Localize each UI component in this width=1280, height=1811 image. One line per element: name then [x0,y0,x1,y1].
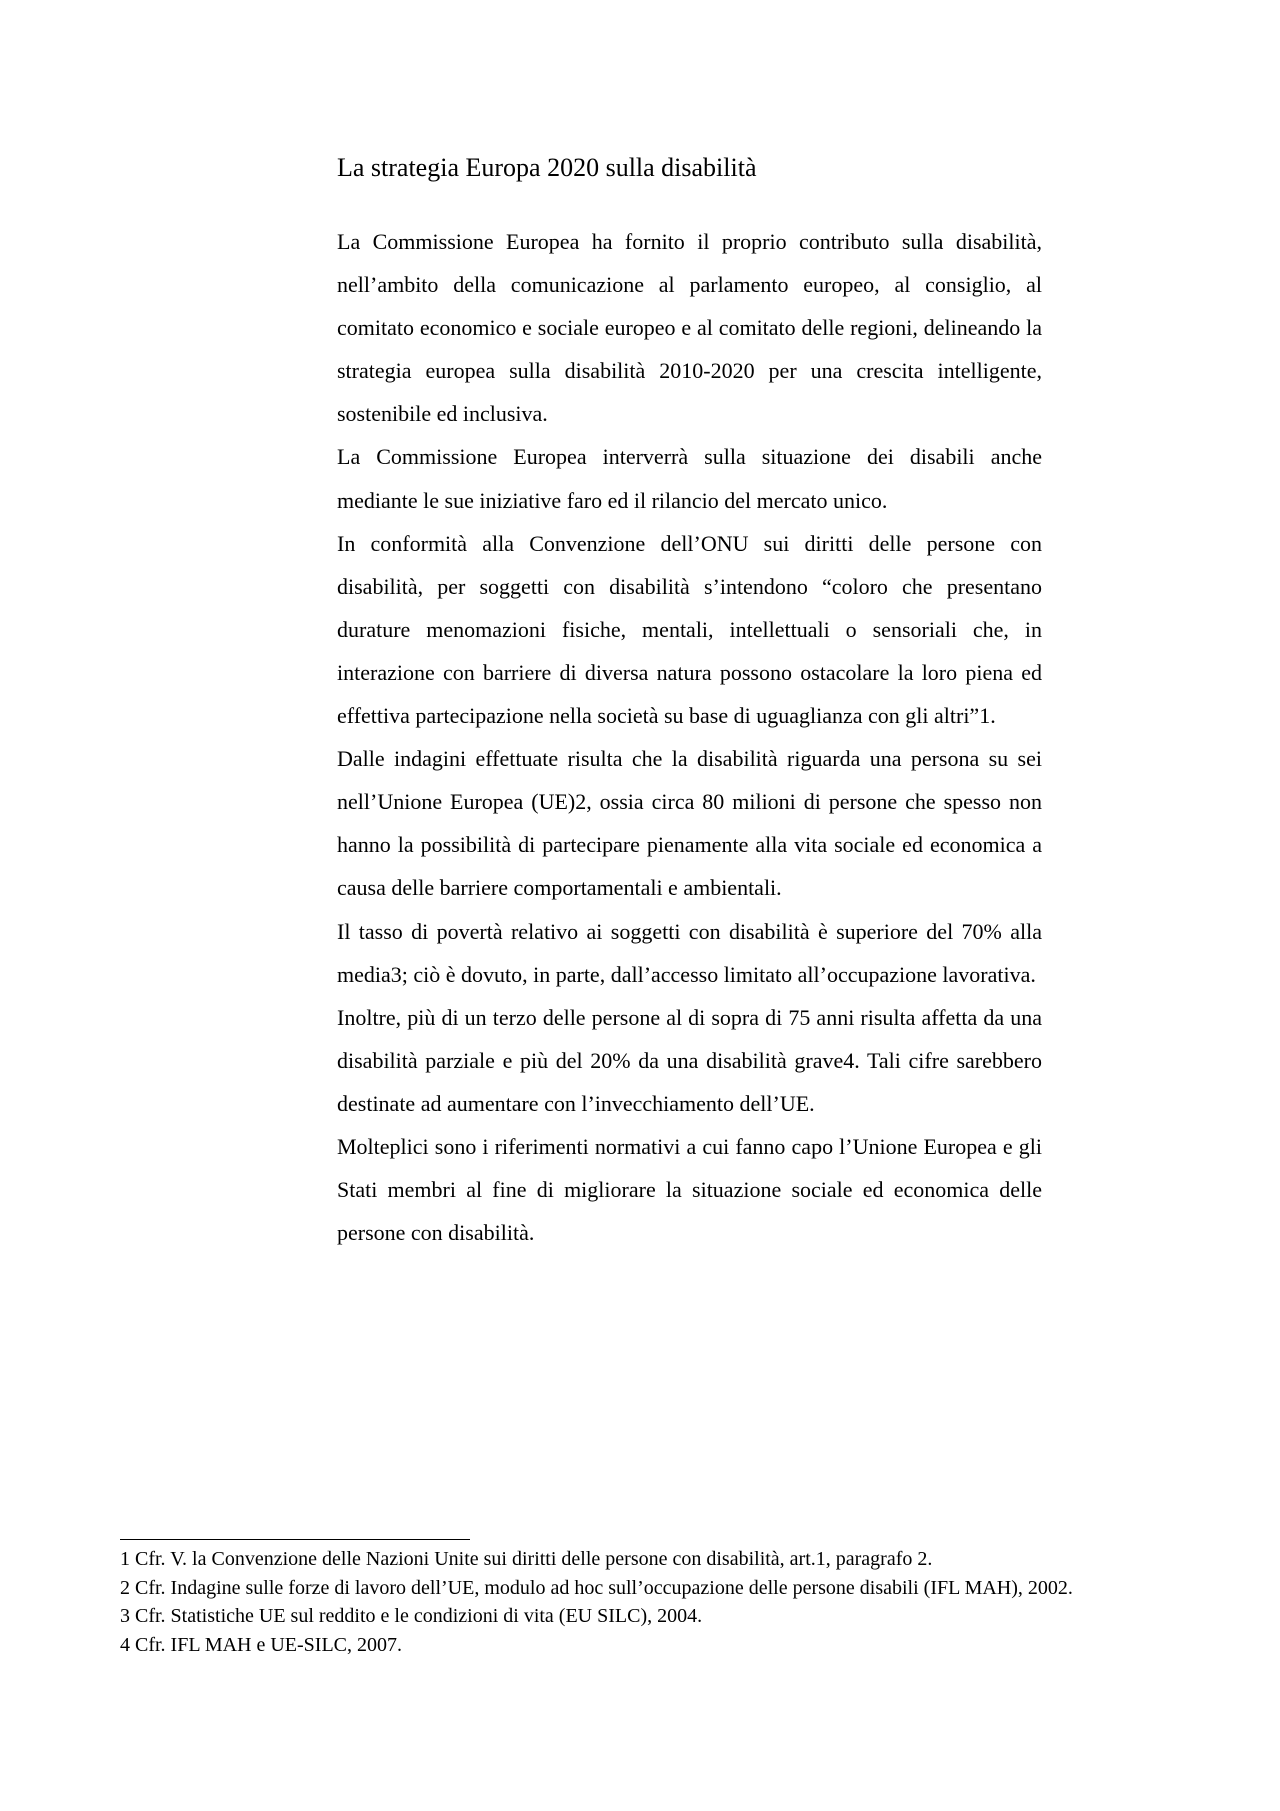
footnote: 4 Cfr. IFL MAH e UE-SILC, 2007. [120,1633,403,1656]
footnote: 2 Cfr. Indagine sulle forze di lavoro dell’UE, modulo ad hoc sull’occupazione delle persone disabili (IFL MAH), 2002. [120,1576,1073,1599]
paragraph: La Commissione Europea interverrà sulla situazione dei disabili anche mediante le sue iniziative faro ed il rilancio del mercato unico. [337,444,1042,513]
footnote-separator [120,1539,470,1540]
page-title: La strategia Europa 2020 sulla disabilità [337,153,757,182]
paragraph: In conformità alla Convenzione dell’ONU sui diritti delle persone con disabilità, per soggetti con disabilità s’intendono “coloro che presentano durature menomazioni fisiche, mentali, intellettuali o sensoriali che, in interazione con barriere di diversa natura possono ostacolare la loro piena ed effettiva partecipazione nella società su base di uguaglianza con gli altri”1. [337,530,1042,729]
footnote: 3 Cfr. Statistiche UE sul reddito e le condizioni di vita (EU SILC), 2004. [120,1605,703,1627]
paragraph: Il tasso di povertà relativo ai soggetti con disabilità è superiore del 70% alla media3; ciò è dovuto, in parte, dall’accesso limitato all’occupazione lavorativa. [337,918,1042,987]
paragraph: Dalle indagini effettuate risulta che la disabilità riguarda una persona su sei nell’Unione Europea (UE)2, ossia circa 80 milioni di persone che spesso non hanno la possibilità di partecipare pienamente alla vita sociale ed economica a causa delle barriere comportamentali e ambientali. [337,746,1042,901]
paragraph: Inoltre, più di un terzo delle persone al di sopra di 75 anni risulta affetta da una disabilità parziale e più del 20% da una disabilità grave4. Tali cifre sarebbero destinate ad aumentare con l’invecchiamento dell’UE. [337,1004,1042,1116]
paragraph: La Commissione Europea ha fornito il proprio contributo sulla disabilità, nell’ambito della comunicazione al parlamento europeo, al consiglio, al comitato economico e sociale europeo e al comitato delle regioni, delineando la strategia europea sulla disabilità 2010-2020 per una crescita intelligente, sostenibile ed inclusiva. [337,229,1042,427]
body-text [337,220,1042,1254]
footnote: 1 Cfr. V. la Convenzione delle Nazioni Unite sui diritti delle persone con disabilità, art.1, paragrafo 2. [120,1548,933,1570]
footnotes [120,1545,1120,1659]
paragraph: Molteplici sono i riferimenti normativi a cui fanno capo l’Unione Europea e gli Stati membri al fine di migliorare la situazione sociale ed economica delle persone con disabilità. [337,1133,1042,1246]
